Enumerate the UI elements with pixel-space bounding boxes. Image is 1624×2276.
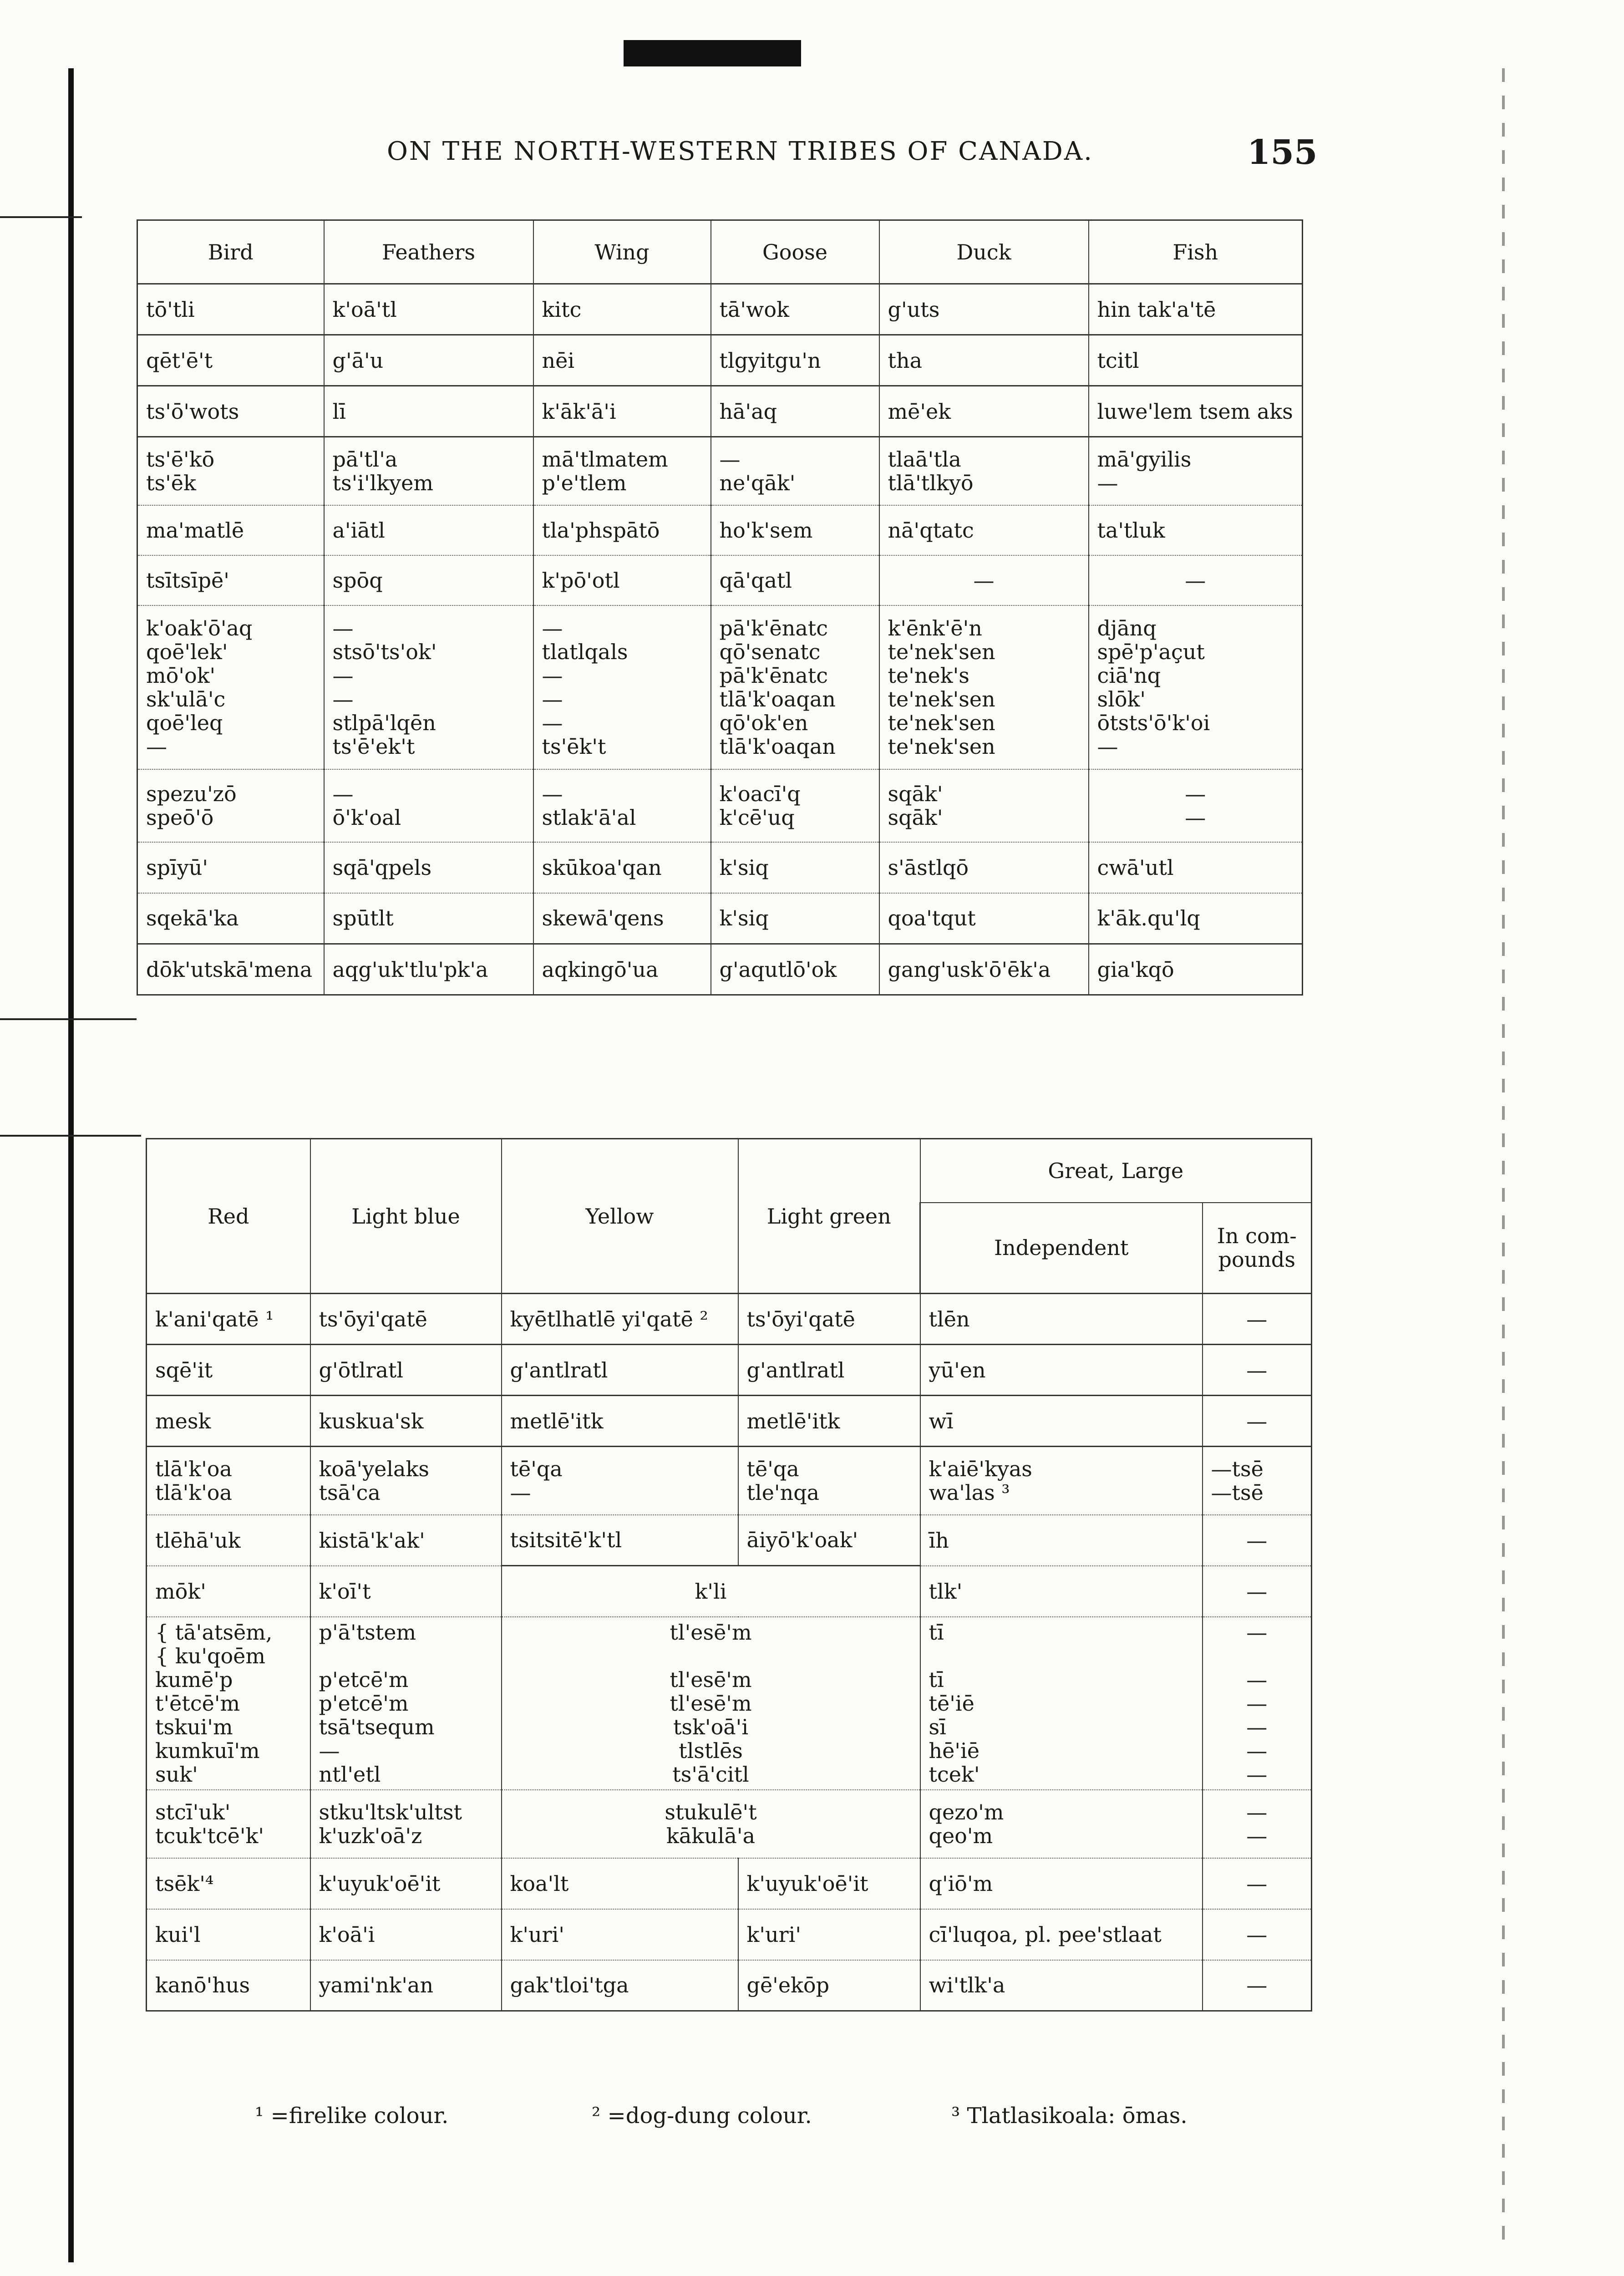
- table-cell: kyētlhatlē yi'qatē ²: [502, 1294, 738, 1345]
- table-cell: īh: [920, 1515, 1203, 1566]
- table-cell: ta'tluk: [1089, 505, 1303, 555]
- scan-edge-left: [68, 68, 74, 2262]
- table-cell: stku'ltsk'ultst k'uzk'oā'z: [310, 1790, 502, 1858]
- table-cell: kitc: [533, 284, 711, 335]
- table-row: [147, 1515, 1312, 1566]
- table-cell: g'uts: [879, 284, 1089, 335]
- margin-rule: [0, 1018, 137, 1020]
- table-row: [147, 1566, 1312, 1617]
- table-cell: cwā'utl: [1089, 842, 1303, 893]
- table-cell: gang'usk'ō'ēk'a: [879, 944, 1089, 995]
- table-cell: ts'ē'kō ts'ēk: [137, 437, 324, 505]
- table-row: [137, 386, 1303, 437]
- table-cell: tlk': [920, 1566, 1203, 1617]
- table-cell: spezu'zō speō'ō: [137, 769, 324, 842]
- table-cell: gak'tloi'tga: [502, 1960, 738, 2011]
- table-cell: — ne'qāk': [711, 437, 879, 505]
- table-cell: tlgyitgu'n: [711, 335, 879, 386]
- table-cell: spōq: [324, 555, 533, 605]
- table-cell: — ō'k'oal: [324, 769, 533, 842]
- table-cell: — tlatlqals — — — ts'ēk't: [533, 605, 711, 769]
- table-cell: stcī'uk' tcuk'tcē'k': [147, 1790, 310, 1858]
- col-header-in-compounds: In com- pounds: [1203, 1203, 1312, 1294]
- table-cell: k'li: [502, 1566, 920, 1617]
- table-cell: ts'ō'wots: [137, 386, 324, 437]
- table-cell: skewā'qens: [533, 893, 711, 944]
- table-cell: stukulē't kākulā'a: [502, 1790, 920, 1858]
- table-row: [137, 842, 1303, 893]
- table-row: [137, 437, 1303, 505]
- table-cell: tē'qa —: [502, 1447, 738, 1515]
- table-cell: aqg'uk'tlu'pk'a: [324, 944, 533, 995]
- table-cell: tcitl: [1089, 335, 1303, 386]
- table-row: [147, 1790, 1312, 1858]
- margin-rule: [0, 1135, 141, 1137]
- col-header-bird: Bird: [137, 220, 324, 284]
- table-cell: ts'ōyi'qatē: [310, 1294, 502, 1345]
- table-cell: sqē'it: [147, 1345, 310, 1396]
- table-cell: mōk': [147, 1566, 310, 1617]
- col-header-great-large: Great, Large: [920, 1139, 1312, 1203]
- col-header-light-blue: Light blue: [310, 1139, 502, 1294]
- col-header-duck: Duck: [879, 220, 1089, 284]
- table-cell: — —: [1203, 1790, 1312, 1858]
- table-cell: pā'tl'a ts'i'lkyem: [324, 437, 533, 505]
- col-header-feathers: Feathers: [324, 220, 533, 284]
- table-cell: g'ōtlratl: [310, 1345, 502, 1396]
- table-cell: —: [1203, 1566, 1312, 1617]
- table-cell: tha: [879, 335, 1089, 386]
- table-cell: skūkoa'qan: [533, 842, 711, 893]
- table-cell: qā'qatl: [711, 555, 879, 605]
- table-cell: tō'tli: [137, 284, 324, 335]
- page-number: 155: [1247, 133, 1318, 172]
- table-cell: gia'kqō: [1089, 944, 1303, 995]
- table-cell: hin tak'a'tē: [1089, 284, 1303, 335]
- colour-vocabulary-table: [146, 1138, 1312, 2012]
- table-cell: —: [1203, 1515, 1312, 1566]
- animal-vocabulary-table: [137, 219, 1303, 996]
- table-cell: k'āk'ā'i: [533, 386, 711, 437]
- table-row: [137, 605, 1303, 769]
- table-cell: —: [1203, 1345, 1312, 1396]
- table-cell: g'ā'u: [324, 335, 533, 386]
- table-row: [137, 893, 1303, 944]
- table-row: [147, 1396, 1312, 1447]
- table-cell: k'oak'ō'aq qoē'lek' mō'ok' sk'ulā'c qoē'leq —: [137, 605, 324, 769]
- margin-rule: [0, 216, 82, 218]
- table-cell: tā'wok: [711, 284, 879, 335]
- table-cell: —: [1203, 1294, 1312, 1345]
- table-cell: wi'tlk'a: [920, 1960, 1203, 2011]
- table-cell: tē'qa tle'nqa: [738, 1447, 920, 1515]
- table-cell: —: [879, 555, 1089, 605]
- footnote-3: ³ Tlatlasikoala: ōmas.: [951, 2103, 1188, 2129]
- table-cell: —: [1203, 1858, 1312, 1909]
- table-cell: yami'nk'an: [310, 1960, 502, 2011]
- table-cell: —tsē —tsē: [1203, 1447, 1312, 1515]
- table-cell: sqāk' sqāk': [879, 769, 1089, 842]
- footnote-1: ¹ =firelike colour.: [255, 2103, 449, 2129]
- table-cell: k'oacī'q k'cē'uq: [711, 769, 879, 842]
- table-cell: k'uri': [502, 1909, 738, 1960]
- table-cell: a'iātl: [324, 505, 533, 555]
- table-cell: tlā'k'oa tlā'k'oa: [147, 1447, 310, 1515]
- table-cell: —: [1203, 1909, 1312, 1960]
- table-cell: k'aiē'kyas wa'las ³: [920, 1447, 1203, 1515]
- table-cell: tl'esē'm tl'esē'm tl'esē'm tsk'oā'i tlstlēs ts'ā'citl: [502, 1617, 920, 1790]
- table-cell: kistā'k'ak': [310, 1515, 502, 1566]
- table-cell: g'antlratl: [502, 1345, 738, 1396]
- table-cell: k'oī't: [310, 1566, 502, 1617]
- table-cell: — —: [1089, 769, 1303, 842]
- table-cell: djānq spē'p'açut ciā'nq slōk' ōtsts'ō'k'oi —: [1089, 605, 1303, 769]
- table-cell: koā'yelaks tsā'ca: [310, 1447, 502, 1515]
- table-cell: mesk: [147, 1396, 310, 1447]
- table-cell: metlē'itk: [502, 1396, 738, 1447]
- table-cell: āiyō'k'oak': [738, 1515, 920, 1566]
- table-cell: s'āstlqō: [879, 842, 1089, 893]
- table-cell: k'āk.qu'lq: [1089, 893, 1303, 944]
- table-cell: ts'ōyi'qatē: [738, 1294, 920, 1345]
- table-cell: k'pō'otl: [533, 555, 711, 605]
- table-cell: tlēn: [920, 1294, 1203, 1345]
- col-header-yellow: Yellow: [502, 1139, 738, 1294]
- table-cell: pā'k'ēnatc qō'senatc pā'k'ēnatc tlā'k'oaqan qō'ok'en tlā'k'oaqan: [711, 605, 879, 769]
- col-header-wing: Wing: [533, 220, 711, 284]
- table-row: [147, 1294, 1312, 1345]
- table-cell: k'uyuk'oē'it: [310, 1858, 502, 1909]
- table-cell: sqekā'ka: [137, 893, 324, 944]
- table-row: [147, 1909, 1312, 1960]
- table-cell: yū'en: [920, 1345, 1203, 1396]
- table-cell: mā'tlmatem p'e'tlem: [533, 437, 711, 505]
- table-cell: nā'qtatc: [879, 505, 1089, 555]
- table-cell: —: [1089, 555, 1303, 605]
- col-header-light-green: Light green: [738, 1139, 920, 1294]
- table-cell: dōk'utskā'mena: [137, 944, 324, 995]
- table-cell: — — — — — —: [1203, 1617, 1312, 1790]
- table-cell: sqā'qpels: [324, 842, 533, 893]
- table-cell: wī: [920, 1396, 1203, 1447]
- table-cell: { tā'atsēm, { ku'qoēm kumē'p t'ētcē'm tskui'm kumkuī'm suk': [147, 1617, 310, 1790]
- table-cell: hā'aq: [711, 386, 879, 437]
- table-cell: g'antlratl: [738, 1345, 920, 1396]
- table-cell: ho'k'sem: [711, 505, 879, 555]
- table-cell: tī tī tē'iē sī hē'iē tcek': [920, 1617, 1203, 1790]
- table-cell: tlēhā'uk: [147, 1515, 310, 1566]
- table-row: [137, 555, 1303, 605]
- table-cell: luwe'lem tsem aks: [1089, 386, 1303, 437]
- table-cell: k'oā'i: [310, 1909, 502, 1960]
- table-cell: k'uyuk'oē'it: [738, 1858, 920, 1909]
- table-cell: — stsō'ts'ok' — — stlpā'lqēn ts'ē'ek't: [324, 605, 533, 769]
- col-header-independent: Independent: [920, 1203, 1203, 1294]
- table-row: [147, 1447, 1312, 1515]
- table-row: [147, 1345, 1312, 1396]
- table-cell: g'aqutlō'ok: [711, 944, 879, 995]
- table-cell: k'uri': [738, 1909, 920, 1960]
- col-header-red: Red: [147, 1139, 310, 1294]
- table-cell: lī: [324, 386, 533, 437]
- table-cell: mā'gyilis —: [1089, 437, 1303, 505]
- scan-mark: [624, 40, 801, 66]
- table-row: [137, 284, 1303, 335]
- col-header-goose: Goose: [711, 220, 879, 284]
- table-cell: ma'matlē: [137, 505, 324, 555]
- table-cell: tsēk'⁴: [147, 1858, 310, 1909]
- table-cell: gē'ekōp: [738, 1960, 920, 2011]
- table-cell: aqkingō'ua: [533, 944, 711, 995]
- table-row: [137, 505, 1303, 555]
- table-cell: —: [1203, 1960, 1312, 2011]
- table-cell: nēi: [533, 335, 711, 386]
- table-cell: k'oā'tl: [324, 284, 533, 335]
- table-row: [137, 335, 1303, 386]
- table-cell: metlē'itk: [738, 1396, 920, 1447]
- table-cell: qoa'tqut: [879, 893, 1089, 944]
- table-cell: k'siq: [711, 842, 879, 893]
- table-row: [147, 1960, 1312, 2011]
- table-cell: spīyū': [137, 842, 324, 893]
- table-cell: p'ā'tstem p'etcē'm p'etcē'm tsā'tsequm — ntl'etl: [310, 1617, 502, 1790]
- table-cell: q'iō'm: [920, 1858, 1203, 1909]
- footnote-2: ² =dog-dung colour.: [592, 2103, 812, 2129]
- table-cell: cī'luqoa, pl. pee'stlaat: [920, 1909, 1203, 1960]
- table-row: [137, 769, 1303, 842]
- table-cell: k'ēnk'ē'n te'nek'sen te'nek's te'nek'sen te'nek'sen te'nek'sen: [879, 605, 1089, 769]
- table-row: [147, 1858, 1312, 1909]
- table-row: [147, 1617, 1312, 1790]
- table-cell: k'ani'qatē ¹: [147, 1294, 310, 1345]
- table-cell: kuskua'sk: [310, 1396, 502, 1447]
- table-cell: tla'phspātō: [533, 505, 711, 555]
- table-cell: tsītsīpē': [137, 555, 324, 605]
- table-cell: mē'ek: [879, 386, 1089, 437]
- table-cell: qēt'ē't: [137, 335, 324, 386]
- table-cell: k'siq: [711, 893, 879, 944]
- table-cell: kui'l: [147, 1909, 310, 1960]
- table-cell: qezo'm qeo'm: [920, 1790, 1203, 1858]
- col-header-fish: Fish: [1089, 220, 1303, 284]
- table-cell: tsitsitē'k'tl: [502, 1515, 738, 1566]
- scan-edge-right: [1502, 68, 1505, 2253]
- table-cell: tlaā'tla tlā'tlkyō: [879, 437, 1089, 505]
- table-cell: koa'lt: [502, 1858, 738, 1909]
- running-header: ON THE NORTH-WESTERN TRIBES OF CANADA.: [387, 137, 1093, 166]
- table-cell: —: [1203, 1396, 1312, 1447]
- table-cell: — stlak'ā'al: [533, 769, 711, 842]
- table-row: [137, 944, 1303, 995]
- table-cell: kanō'hus: [147, 1960, 310, 2011]
- table-cell: spūtlt: [324, 893, 533, 944]
